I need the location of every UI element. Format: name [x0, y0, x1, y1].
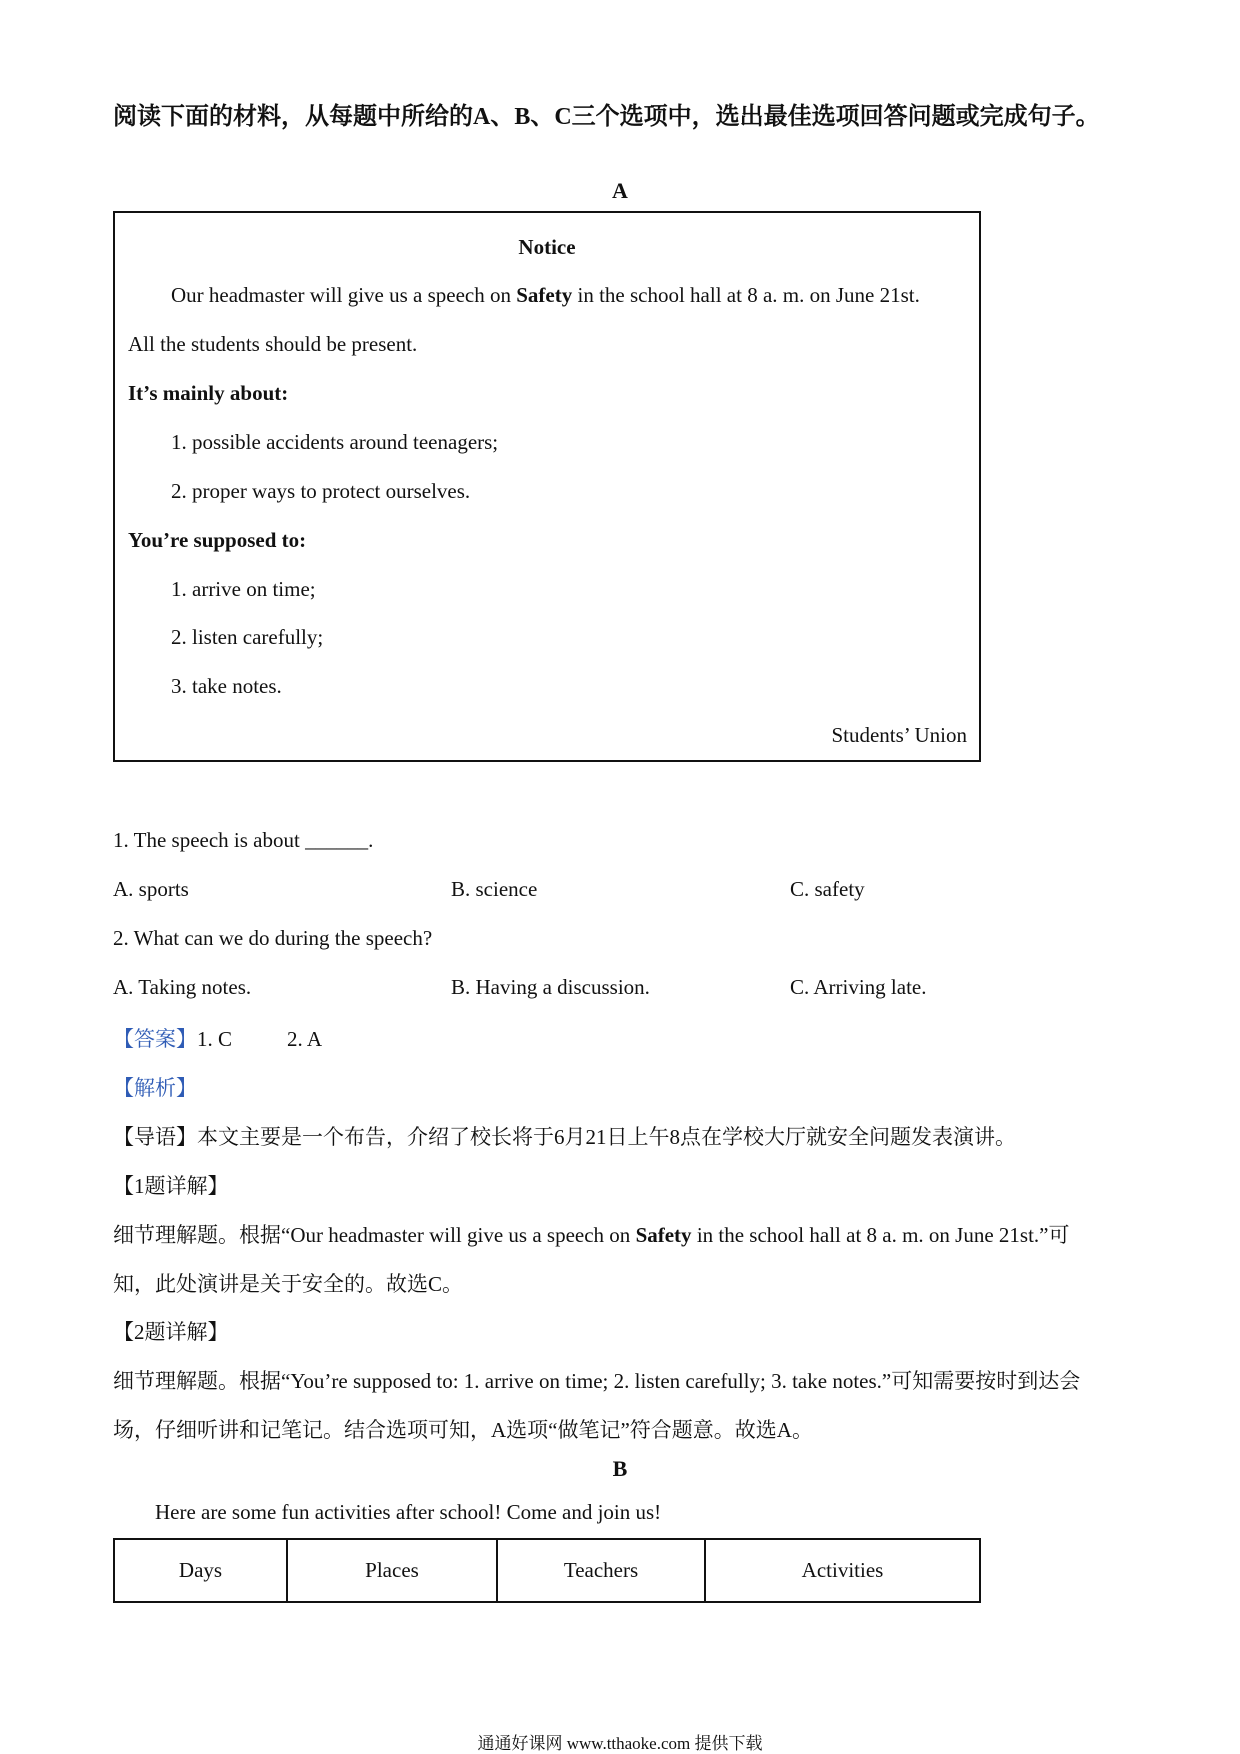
q2-option-b: B. Having a discussion. [451, 975, 650, 999]
answer-label: 【答案】 [113, 1027, 197, 1051]
answer-1: 1. C [197, 1027, 233, 1051]
supposed-item: 3. take notes. [171, 674, 282, 698]
q2-detail-line-2: 场，仔细听讲和记笔记。结合选项可知，A选项“做笔记”符合题意。故选A。 [113, 1418, 813, 1442]
about-item: 2. proper ways to protect ourselves. [171, 479, 471, 503]
question-1-stem: 1. The speech is about ______. [113, 828, 374, 852]
table-header-activities: Activities [705, 1539, 980, 1602]
table-header-places: Places [287, 1539, 497, 1602]
q1-detail-line-2: 知，此处演讲是关于安全的。故选C。 [113, 1272, 464, 1296]
q2-detail-label: 【2题详解】 [113, 1320, 229, 1344]
answer-line [113, 1023, 322, 1053]
notice-title: Notice [518, 235, 576, 259]
notice-box [113, 211, 981, 762]
section-a-heading: A [612, 178, 628, 203]
answer-2: 2. A [287, 1027, 323, 1051]
instruction-text: 阅读下面的材料，从每题中所给的A、B、C三个选项中，选出最佳选项回答问题或完成句子。 [113, 104, 1100, 130]
page-footer: 通通好课网 www.tthaoke.com 提供下载 [477, 1734, 763, 1753]
about-item: 1. possible accidents around teenagers; [171, 430, 499, 454]
notice-line-2: All the students should be present. [128, 332, 418, 356]
supposed-heading: You’re supposed to: [128, 528, 307, 552]
table-row [114, 1539, 980, 1602]
about-heading: It’s mainly about: [128, 381, 289, 405]
q1-option-b: B. science [451, 877, 538, 901]
q1-detail-line-1: 细节理解题。根据“Our headmaster will give us a speech on Safety in the school hall at 8 a. m. on June 21st.”可 [113, 1223, 1070, 1247]
q2-detail-line-1: 细节理解题。根据“You’re supposed to: 1. arrive on time; 2. listen carefully; 3. take notes.”可知需要按时到达会 [113, 1369, 1081, 1393]
q1-detail-label: 【1题详解】 [113, 1174, 229, 1198]
notice-signature: Students’ Union [831, 723, 967, 747]
q1-option-c: C. safety [790, 877, 865, 901]
section-b-intro: Here are some fun activities after school! Come and join us! [155, 1500, 662, 1524]
activities-table [113, 1538, 981, 1603]
guide-text: 【导语】本文主要是一个布告，介绍了校长将于6月21日上午8点在学校大厅就安全问题发表演讲。 [113, 1125, 1016, 1149]
section-b-heading: B [612, 1456, 628, 1481]
analysis-label: 【解析】 [113, 1076, 197, 1100]
table-header-days: Days [114, 1539, 287, 1602]
notice-line-1: Our headmaster will give us a speech on Safety in the school hall at 8 a. m. on June 21st. [171, 283, 920, 307]
q2-option-a: A. Taking notes. [113, 975, 252, 999]
supposed-item: 2. listen carefully; [171, 625, 324, 649]
question-2-stem: 2. What can we do during the speech? [113, 926, 433, 950]
q2-option-c: C. Arriving late. [790, 975, 927, 999]
safety-word: Safety [516, 283, 573, 307]
q1-option-a: A. sports [113, 877, 189, 901]
table-header-teachers: Teachers [497, 1539, 705, 1602]
supposed-item: 1. arrive on time; [171, 577, 316, 601]
